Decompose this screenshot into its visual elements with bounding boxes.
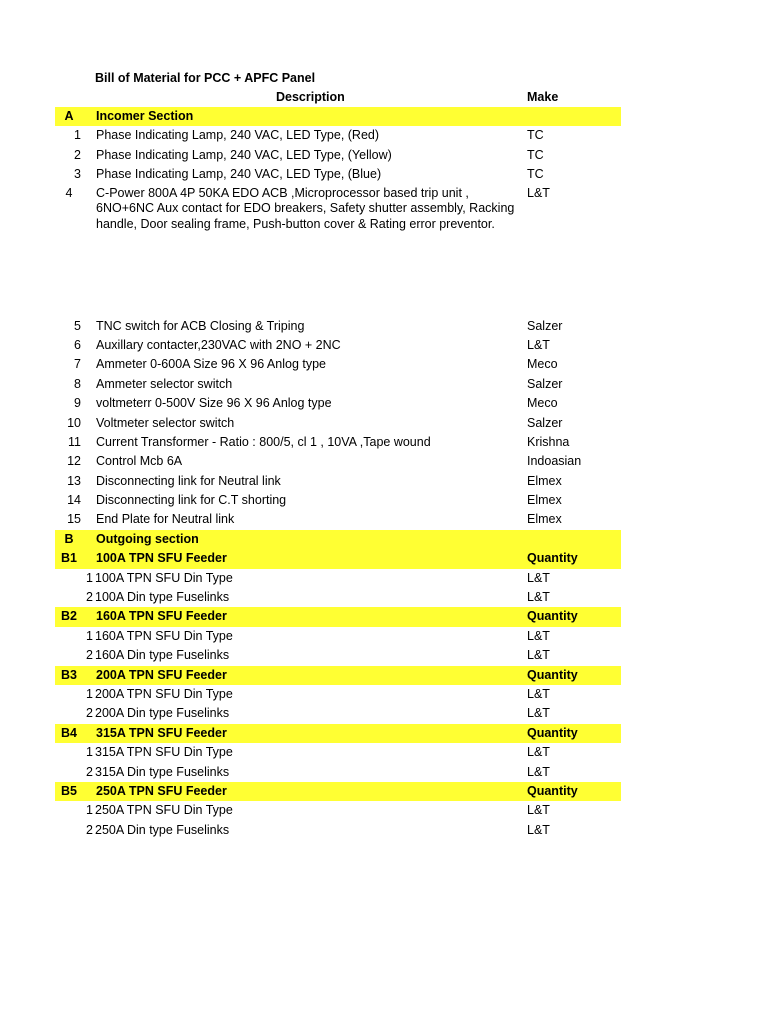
- item-description: 160A Din type Fuselinks: [95, 648, 230, 663]
- item-number: A: [64, 109, 74, 123]
- table-row: [55, 743, 621, 762]
- bom-table: [55, 107, 621, 840]
- table-row: [55, 317, 621, 336]
- item-make: Salzer: [527, 376, 563, 391]
- item-make: L&T: [527, 648, 550, 663]
- item-make: L&T: [527, 337, 550, 352]
- item-make: Elmex: [527, 512, 562, 527]
- item-make: Quantity: [527, 667, 578, 682]
- section-row: [55, 107, 621, 126]
- item-number: 2: [86, 648, 93, 663]
- item-description: 100A TPN SFU Feeder: [96, 551, 227, 566]
- item-number: 1: [86, 745, 93, 760]
- item-number: 1: [86, 686, 93, 701]
- item-make: Indoasian: [527, 454, 582, 469]
- item-description: 100A TPN SFU Din Type: [95, 570, 233, 585]
- item-make: L&T: [527, 628, 550, 643]
- column-header-make: Make: [527, 90, 559, 104]
- item-description: 160A TPN SFU Din Type: [95, 628, 233, 643]
- item-make: Elmex: [527, 473, 562, 488]
- item-make: L&T: [527, 745, 550, 760]
- table-row: [55, 646, 621, 665]
- table-row: [55, 472, 621, 491]
- column-header-description: Description: [276, 90, 345, 104]
- item-number: B2: [61, 609, 77, 624]
- section-row: [55, 549, 621, 568]
- item-make: L&T: [527, 686, 550, 701]
- item-description: Control Mcb 6A: [96, 454, 183, 469]
- item-description: Phase Indicating Lamp, 240 VAC, LED Type, (Yellow): [96, 147, 392, 162]
- item-number: B: [64, 531, 74, 546]
- item-number: B4: [61, 725, 77, 740]
- item-number: 10: [67, 415, 81, 430]
- table-row: [55, 185, 621, 317]
- item-number: 11: [68, 434, 81, 449]
- item-number: 1: [86, 628, 93, 643]
- item-description: C-Power 800A 4P 50KA EDO ACB ,Microprocessor based trip unit , 6NO+6NC Aux contact for EDO breakers, Safety shutter assembly, Racking handle, Door sealing frame, Push-button cover & Rating error preventor.: [96, 185, 515, 231]
- table-row: [55, 375, 621, 394]
- item-number: 6: [74, 337, 81, 352]
- item-number: 9: [74, 396, 81, 411]
- table-row: [55, 763, 621, 782]
- table-row: [55, 704, 621, 723]
- table-row: [55, 452, 621, 471]
- item-number: B5: [61, 783, 77, 798]
- item-make: Quantity: [527, 551, 578, 566]
- item-number: 2: [86, 764, 93, 779]
- item-description: 315A TPN SFU Din Type: [95, 745, 233, 760]
- item-make: L&T: [527, 764, 550, 779]
- item-number: 2: [74, 147, 81, 162]
- item-description: 315A Din type Fuselinks: [95, 764, 230, 779]
- item-number: 1: [86, 570, 93, 585]
- item-number: 7: [74, 357, 81, 372]
- section-row: [55, 607, 621, 626]
- item-make: Meco: [527, 357, 558, 372]
- item-description: Incomer Section: [96, 109, 194, 123]
- item-number: B3: [61, 667, 77, 682]
- item-number: 2: [86, 590, 93, 605]
- item-number: 2: [86, 822, 93, 837]
- table-row: [55, 569, 621, 588]
- item-description: 250A TPN SFU Feeder: [96, 783, 227, 798]
- item-number: 8: [74, 376, 81, 391]
- table-row: [55, 801, 621, 820]
- item-make: Krishna: [527, 434, 570, 449]
- item-description: Phase Indicating Lamp, 240 VAC, LED Type, (Blue): [96, 167, 382, 182]
- item-number: 1: [74, 128, 81, 143]
- item-number: 1: [86, 803, 93, 818]
- item-description: Voltmeter selector switch: [96, 415, 235, 430]
- item-number: B1: [61, 551, 77, 566]
- item-description: 315A TPN SFU Feeder: [96, 725, 227, 740]
- item-description: 200A Din type Fuselinks: [95, 706, 230, 721]
- item-number: 4: [65, 185, 73, 200]
- item-description: Disconnecting link for C.T shorting: [96, 493, 287, 508]
- item-make: Quantity: [527, 609, 578, 624]
- item-make: Salzer: [527, 415, 563, 430]
- item-description: Current Transformer - Ratio : 800/5, cl 1 , 10VA ,Tape wound: [96, 434, 431, 449]
- table-row: [55, 685, 621, 704]
- table-row: [55, 433, 621, 452]
- item-description: Phase Indicating Lamp, 240 VAC, LED Type, (Red): [96, 128, 380, 143]
- table-row: [55, 414, 621, 433]
- item-number: 15: [67, 512, 81, 527]
- item-description: End Plate for Neutral link: [96, 512, 235, 527]
- table-row: [55, 627, 621, 646]
- item-description: 200A TPN SFU Feeder: [96, 667, 227, 682]
- item-make: TC: [527, 147, 544, 162]
- item-make: L&T: [527, 822, 550, 837]
- item-make: L&T: [527, 706, 550, 721]
- item-make: L&T: [527, 570, 550, 585]
- table-row: [55, 821, 621, 840]
- item-description: TNC switch for ACB Closing & Triping: [96, 318, 305, 333]
- item-make: Quantity: [527, 725, 578, 740]
- item-number: 13: [67, 473, 81, 488]
- section-row: [55, 666, 621, 685]
- item-description: 250A Din type Fuselinks: [95, 822, 230, 837]
- item-make: Quantity: [527, 783, 578, 798]
- item-make: TC: [527, 128, 544, 143]
- table-row: [55, 146, 621, 165]
- table-row: [55, 510, 621, 529]
- document-title: Bill of Material for PCC + APFC Panel: [95, 71, 316, 85]
- item-description: Outgoing section: [96, 531, 199, 546]
- item-description: 200A TPN SFU Din Type: [95, 686, 233, 701]
- item-description: Ammeter 0-600A Size 96 X 96 Anlog type: [96, 357, 326, 372]
- item-make: L&T: [527, 803, 550, 818]
- item-make: Elmex: [527, 493, 562, 508]
- item-number: 14: [67, 493, 81, 508]
- table-row: [55, 126, 621, 145]
- section-row: [55, 530, 621, 549]
- table-row: [55, 394, 621, 413]
- table-row: [55, 336, 621, 355]
- item-make: Salzer: [527, 318, 563, 333]
- item-description: Auxillary contacter,230VAC with 2NO + 2NC: [96, 337, 341, 352]
- item-description: Disconnecting link for Neutral link: [96, 473, 281, 488]
- table-row: [55, 491, 621, 510]
- item-number: 2: [86, 706, 93, 721]
- item-number: 3: [74, 167, 81, 182]
- item-make: TC: [527, 167, 544, 182]
- item-number: 12: [67, 454, 81, 469]
- table-row: [55, 165, 621, 184]
- item-description: 250A TPN SFU Din Type: [95, 803, 233, 818]
- table-row: [55, 355, 621, 374]
- item-number: 5: [74, 318, 81, 333]
- item-description: voltmeterr 0-500V Size 96 X 96 Anlog type: [96, 396, 332, 411]
- item-make: L&T: [527, 185, 550, 200]
- item-make: Meco: [527, 396, 558, 411]
- section-row: [55, 782, 621, 801]
- item-make: L&T: [527, 590, 550, 605]
- table-row: [55, 588, 621, 607]
- item-description: 160A TPN SFU Feeder: [96, 609, 227, 624]
- section-row: [55, 724, 621, 743]
- item-description: Ammeter selector switch: [96, 376, 233, 391]
- item-description: 100A Din type Fuselinks: [95, 590, 230, 605]
